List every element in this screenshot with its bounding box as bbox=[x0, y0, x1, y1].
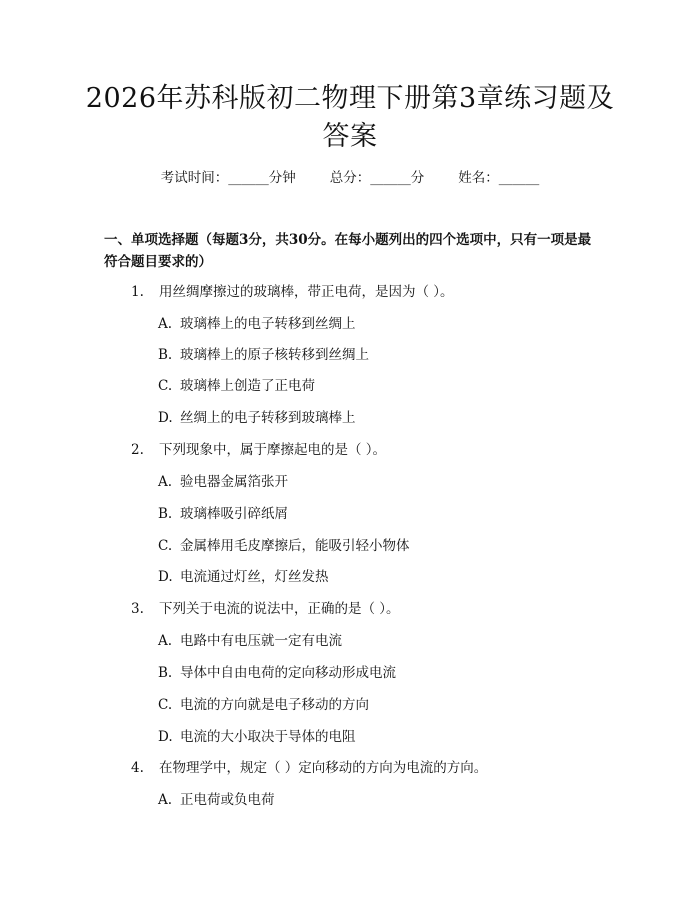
option-letter: A. bbox=[158, 316, 173, 332]
question-3-option-c bbox=[158, 695, 369, 715]
option-text: 玻璃棒上的原子核转移到丝绸上 bbox=[180, 347, 369, 363]
question-3-option-b bbox=[158, 663, 396, 683]
option-letter: C. bbox=[158, 697, 173, 713]
question-number: 1. bbox=[131, 284, 144, 300]
option-letter: B. bbox=[158, 347, 173, 363]
option-text: 玻璃棒上创造了正电荷 bbox=[180, 378, 315, 394]
option-letter: D. bbox=[158, 569, 173, 585]
option-text: 电流的大小取决于导体的电阻 bbox=[180, 729, 356, 745]
option-text: 丝绸上的电子转移到玻璃棒上 bbox=[180, 410, 356, 426]
name-field: 姓名：______ bbox=[458, 170, 540, 186]
option-letter: A. bbox=[158, 633, 173, 649]
question-number: 4. bbox=[131, 760, 144, 776]
question-number: 2. bbox=[131, 442, 144, 458]
question-3-option-a bbox=[158, 631, 342, 651]
question-3-option-d bbox=[158, 727, 356, 747]
question-2-option-c bbox=[158, 536, 410, 556]
option-letter: B. bbox=[158, 506, 173, 522]
option-letter: B. bbox=[158, 665, 173, 681]
question-text: 用丝绸摩擦过的玻璃棒，带正电荷，是因为（ ）。 bbox=[159, 284, 454, 300]
question-1-option-b bbox=[158, 345, 369, 365]
option-text: 电路中有电压就一定有电流 bbox=[180, 633, 342, 649]
total-score-field: 总分：______分 bbox=[329, 170, 425, 186]
option-text: 玻璃棒上的电子转移到丝绸上 bbox=[180, 316, 356, 332]
question-2-option-b bbox=[158, 504, 288, 524]
question-1-option-c bbox=[158, 376, 315, 396]
exam-time-field: 考试时间：______分钟 bbox=[160, 170, 296, 186]
option-text: 电流的方向就是电子移动的方向 bbox=[180, 697, 369, 713]
question-1-option-a bbox=[158, 314, 356, 334]
option-text: 电流通过灯丝，灯丝发热 bbox=[180, 569, 329, 585]
question-4-option-a bbox=[158, 790, 275, 810]
section-heading: 一、单项选择题（每题3分，共30分。在每小题列出的四个选项中，只有一项是最符合题目要求的） bbox=[104, 232, 592, 270]
option-letter: D. bbox=[158, 410, 173, 426]
option-text: 玻璃棒吸引碎纸屑 bbox=[180, 506, 288, 522]
exam-meta-line bbox=[0, 168, 700, 188]
question-text: 下列关于电流的说法中，正确的是（ ）。 bbox=[159, 601, 400, 617]
document-title: 2026年苏科版初二物理下册第3章练习题及答案 bbox=[85, 83, 615, 152]
option-text: 导体中自由电荷的定向移动形成电流 bbox=[180, 665, 396, 681]
option-letter: C. bbox=[158, 538, 173, 554]
question-2 bbox=[131, 440, 386, 460]
question-text: 下列现象中，属于摩擦起电的是（ ）。 bbox=[159, 442, 387, 458]
option-letter: A. bbox=[158, 792, 173, 808]
option-letter: A. bbox=[158, 474, 173, 490]
option-letter: D. bbox=[158, 729, 173, 745]
question-4 bbox=[131, 758, 487, 778]
option-letter: C. bbox=[158, 378, 173, 394]
question-2-option-d bbox=[158, 567, 329, 587]
question-1-option-d bbox=[158, 408, 356, 428]
question-1 bbox=[131, 282, 454, 302]
question-text: 在物理学中，规定（ ）定向移动的方向为电流的方向。 bbox=[159, 760, 488, 776]
question-3 bbox=[131, 599, 400, 619]
option-text: 验电器金属箔张开 bbox=[180, 474, 288, 490]
option-text: 金属棒用毛皮摩擦后，能吸引轻小物体 bbox=[180, 538, 410, 554]
question-number: 3. bbox=[131, 601, 144, 617]
question-2-option-a bbox=[158, 472, 288, 492]
option-text: 正电荷或负电荷 bbox=[180, 792, 275, 808]
